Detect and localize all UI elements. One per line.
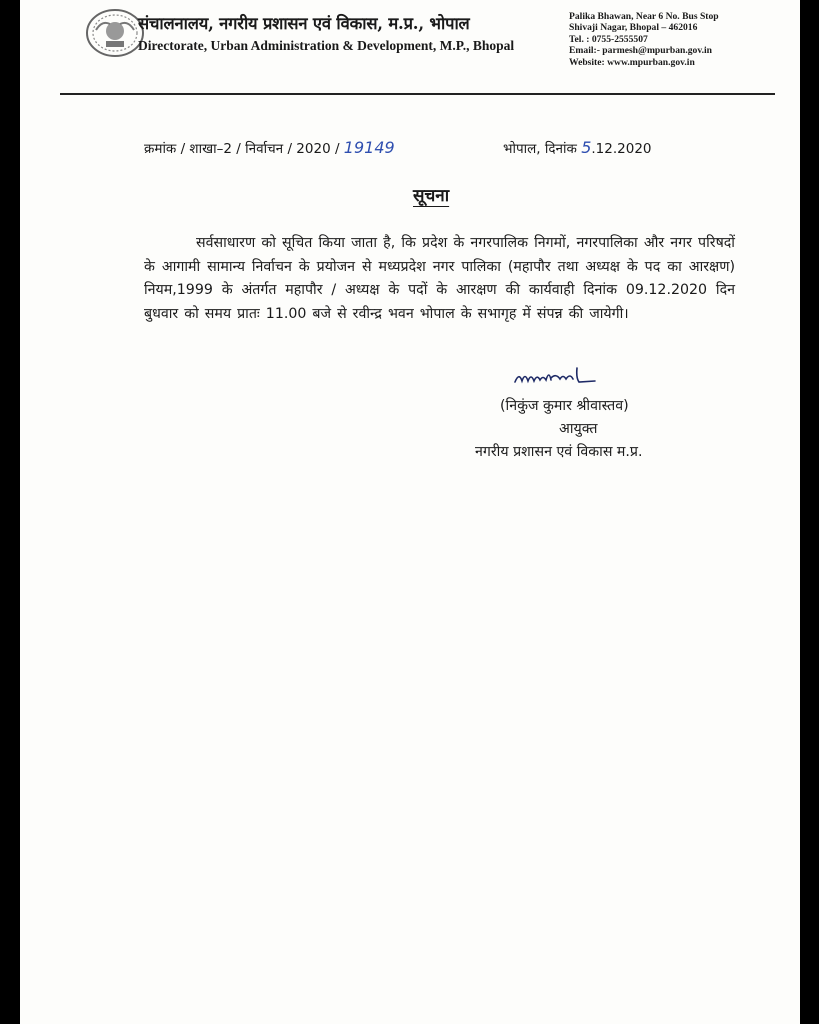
contact-email: Email:- parmesh@mpurban.gov.in [569, 45, 712, 57]
header-title-hindi: संचालनालय, नगरीय प्रशासन एवं विकास, म.प्र., भोपाल [138, 14, 470, 33]
notice-body: सर्वसाधारण को सूचित किया जाता है, कि प्रदेश के नगरपालिक निगमों, नगरपालिका और नगर परिषदों के आगामी सामान्य निर्वाचन के प्रयोजन से मध्यप्रदेश नगर पालिका (महापौर तथा अध्यक्ष के पद का आरक्षण) नियम,1999 के अंतर्गत महापौर / अध्यक्ष के पदों के आरक्षण की कार्यवाही दिनांक 09.12.2020 दिन बुधवार को समय प्रातः 11.00 बजे से रवीन्द्र भवन भोपाल के सभागृह में संपन्न की जायेगी। [144, 235, 735, 322]
header-title-english: Directorate, Urban Administration & Development, M.P., Bhopal [138, 38, 515, 53]
date-prefix: भोपाल, दिनांक [503, 141, 582, 157]
signatory-name: (निकुंज कुमार श्रीवास्तव) [500, 398, 629, 414]
header-divider [60, 93, 775, 95]
contact-phone: Tel. : 0755-2555507 [569, 33, 648, 45]
contact-address: Palika Bhawan, Near 6 No. Bus Stop [569, 11, 719, 22]
contact-block [569, 11, 719, 68]
letter-page [20, 0, 800, 1024]
reference-date [503, 138, 652, 157]
reference-handwritten-number: 19149 [343, 138, 395, 157]
signatory-block [475, 395, 735, 464]
date-rest: .12.2020 [591, 141, 652, 157]
notice-title: सूचना [413, 186, 450, 206]
date-handwritten-day: 5 [581, 138, 592, 157]
reference-number [144, 138, 395, 157]
reference-prefix: क्रमांक / शाखा–2 / निर्वाचन / 2020 / [144, 141, 344, 157]
signatory-office: नगरीय प्रशासन एवं विकास म.प्र. [475, 444, 643, 460]
contact-address-city: Shivaji Nagar, Bhopal – 462016 [569, 22, 698, 34]
handwritten-signature [513, 364, 603, 390]
contact-website: Website: www.mpurban.gov.in [569, 56, 695, 68]
signatory-designation: आयुक्त [559, 421, 598, 437]
